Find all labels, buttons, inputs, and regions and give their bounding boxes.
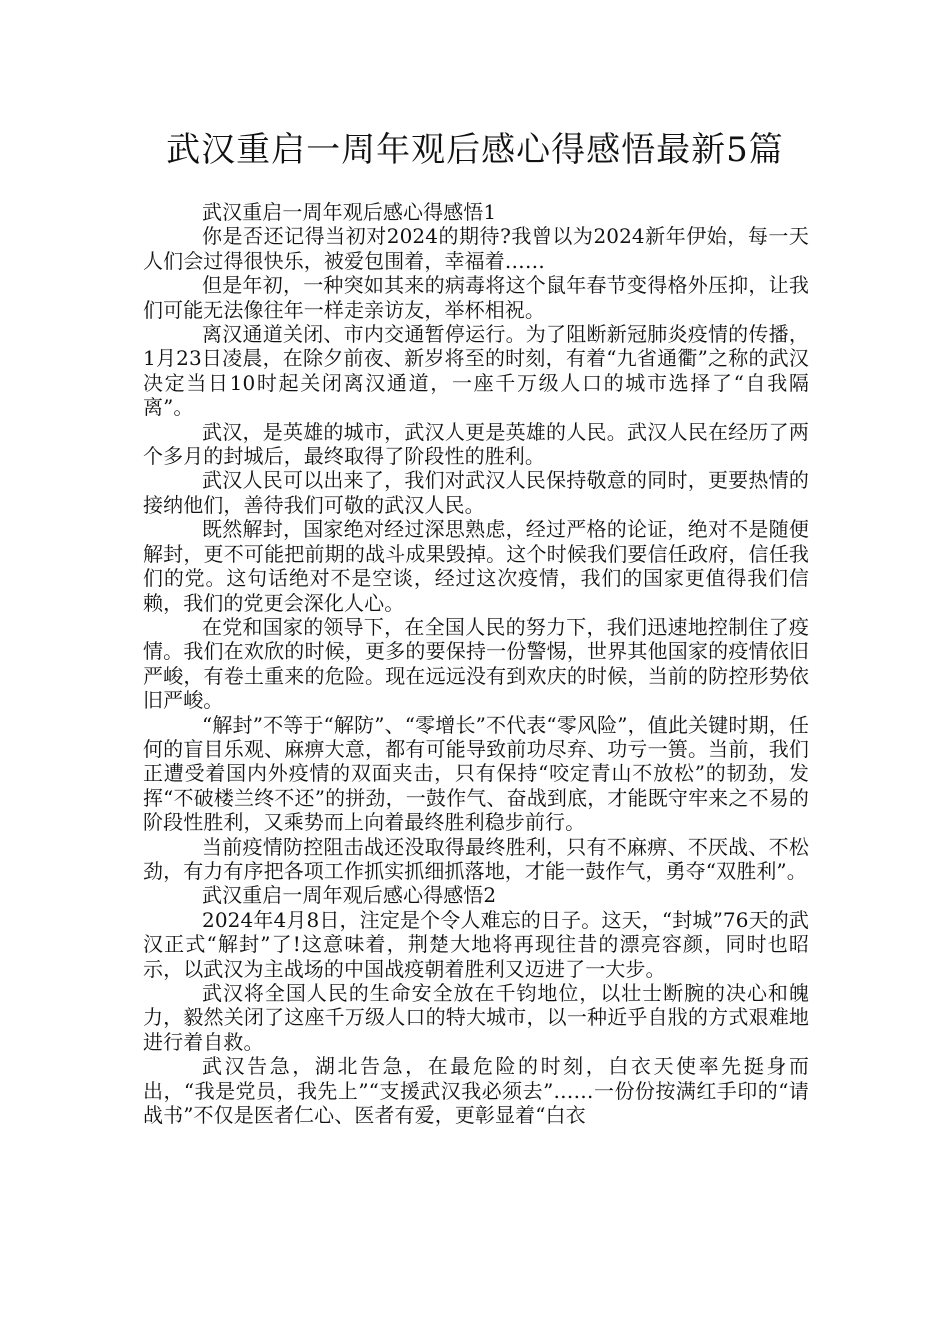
paragraph: 既然解封，国家绝对经过深思熟虑，经过严格的论证，绝对不是随便解封，更不可能把前期的战斗成果毁掉。这个时候我们要信任政府，信任我们的党。这句话绝对不是空谈，经过这次疫情，我们的国家更值得我们信赖，我们的党更会深化人心。 (143, 517, 809, 615)
document-body (143, 200, 809, 1127)
paragraph: 离汉通道关闭、市内交通暂停运行。为了阻断新冠肺炎疫情的传播，1月23日凌晨，在除夕前夜、新岁将至的时刻，有着“九省通衢”之称的武汉决定当日10时起关闭离汉通道，一座千万级人口的城市选择了“自我隔离”。 (143, 322, 809, 420)
paragraph: 你是否还记得当初对2024的期待?我曾以为2024新年伊始，每一天人们会过得很快乐，被爱包围着，幸福着…… (143, 224, 809, 273)
paragraph: 武汉告急，湖北告急，在最危险的时刻，白衣天使率先挺身而出，“我是党员，我先上”“支援武汉我必须去”……一份份按满红手印的“请战书”不仅是医者仁心、医者有爱，更彰显着“白衣 (143, 1054, 809, 1128)
paragraph: 2024年4月8日，注定是个令人难忘的日子。这天，“封城”76天的武汉正式“解封”了!这意味着，荆楚大地将再现往昔的漂亮容颜，同时也昭示，以武汉为主战场的中国战疫朝着胜利又迈进了一大步。 (143, 907, 809, 981)
paragraph: 当前疫情防控阻击战还没取得最终胜利，只有不麻痹、不厌战、不松劲，有力有序把各项工作抓实抓细抓落地，才能一鼓作气，勇夺“双胜利”。 (143, 834, 809, 883)
paragraph: 但是年初，一种突如其来的病毒将这个鼠年春节变得格外压抑，让我们可能无法像往年一样走亲访友，举杯相祝。 (143, 273, 809, 322)
paragraph: 在党和国家的领导下，在全国人民的努力下，我们迅速地控制住了疫情。我们在欢欣的时候，更多的要保持一份警惕，世界其他国家的疫情依旧严峻，有卷土重来的危险。现在远远没有到欢庆的时候，当前的防控形势依旧严峻。 (143, 614, 809, 713)
paragraph: 武汉，是英雄的城市，武汉人更是英雄的人民。武汉人民在经历了两个多月的封城后，最终取得了阶段性的胜利。 (143, 419, 809, 469)
paragraph: 武汉将全国人民的生命安全放在千钧地位，以壮士断腕的决心和魄力，毅然关闭了这座千万级人口的特大城市，以一种近乎自戕的方式艰难地进行着自救。 (143, 981, 809, 1054)
section-heading: 武汉重启一周年观后感心得感悟1 (202, 200, 497, 224)
paragraph: “解封”不等于“解防”、“零增长”不代表“零风险”，值此关键时期，任何的盲目乐观、麻痹大意，都有可能导致前功尽弃、功亏一篑。当前，我们正遭受着国内外疫情的双面夹击，只有保持“咬定青山不放松”的韧劲，发挥“不破楼兰终不还”的拼劲，一鼓作气、奋战到底，才能既守牢来之不易的阶段性胜利，又乘势而上向着最终胜利稳步前行。 (143, 712, 809, 835)
document-title: 武汉重启一周年观后感心得感悟最新5篇 (166, 130, 784, 170)
section-heading: 武汉重启一周年观后感心得感悟2 (202, 883, 497, 908)
paragraph: 武汉人民可以出来了，我们对武汉人民保持敬意的同时，更要热情的接纳他们，善待我们可敬的武汉人民。 (143, 468, 809, 517)
